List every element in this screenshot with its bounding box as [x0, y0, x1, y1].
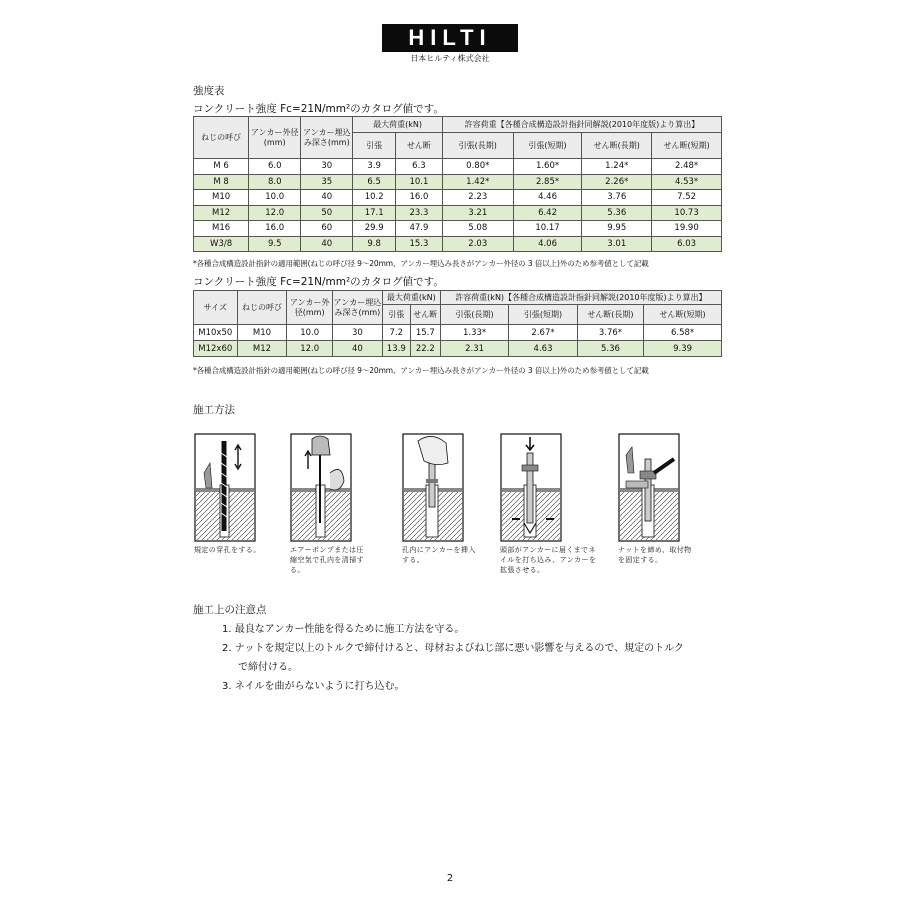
table-cell: 29.9 [353, 221, 396, 237]
th2-embed: アンカー埋込み深さ(mm) [332, 291, 382, 325]
table-cell: 30 [332, 325, 382, 341]
step-drill [194, 433, 268, 555]
table-cell: 13.9 [382, 341, 410, 357]
notes-heading: 施工上の注意点 [193, 604, 267, 616]
strength-heading: 強度表 [193, 85, 225, 97]
th2-t-long: 引張(長期) [440, 305, 508, 325]
table-cell: 2.48* [652, 159, 722, 175]
table-cell: 50 [301, 205, 353, 221]
table-cell: 6.03 [652, 236, 722, 252]
th-tension: 引張 [353, 133, 396, 159]
table-cell: W3/8 [194, 236, 249, 252]
table-cell: 3.76* [577, 325, 643, 341]
table-cell: 35 [301, 174, 353, 190]
th-s-short: せん断(短期) [652, 133, 722, 159]
table-cell: 6.3 [396, 159, 443, 175]
table-row [194, 236, 722, 252]
th2-size: サイズ [194, 291, 238, 325]
table-cell: 23.3 [396, 205, 443, 221]
table-cell: 6.42 [513, 205, 582, 221]
th2-s-short: せん断(短期) [644, 305, 722, 325]
table-cell: 6.58* [644, 325, 722, 341]
table-cell: 2.26* [582, 174, 652, 190]
th-shear: せん断 [396, 133, 443, 159]
table-cell: 10.17 [513, 221, 582, 237]
table-cell: 9.39 [644, 341, 722, 357]
table-cell: 7.52 [652, 190, 722, 206]
step-5-caption: ナットを締め、取付物を固定する。 [618, 546, 692, 564]
table-cell: M12 [237, 341, 287, 357]
table-cell: 15.7 [410, 325, 440, 341]
step-drive [500, 433, 600, 575]
th2-screw: ねじの呼び [237, 291, 287, 325]
table-row [194, 205, 722, 221]
table-cell: 6.5 [353, 174, 396, 190]
table-cell: 2.03 [442, 236, 513, 252]
note-item: 2. ナットを規定以上のトルクで締付けると、母材およびねじ部に悪い影響を与えるので、規定のトルク [222, 643, 684, 654]
table-cell: 1.33* [440, 325, 508, 341]
th2-allow: 許容荷重(kN)【各種合成構造設計指針同解説(2010年度版)より算出】 [440, 291, 721, 305]
table2-caption: コンクリート強度 Fc=21N/mm²のカタログ値です。 [193, 276, 444, 288]
table-cell: M12x60 [194, 341, 238, 357]
logo-subtitle: 日本ヒルティ株式会社 [410, 54, 490, 63]
th-allow: 許容荷重【各種合成構造設計指針同解説(2010年度版)より算出】 [442, 117, 721, 133]
table-row [194, 221, 722, 237]
table-cell: 3.9 [353, 159, 396, 175]
th2-max-load: 最大荷重(kN) [382, 291, 440, 305]
table-cell: 17.1 [353, 205, 396, 221]
drive-nail-illustration [500, 433, 562, 543]
table-cell: 4.63 [509, 341, 577, 357]
th2-t-short: 引張(短期) [509, 305, 577, 325]
note-item: で締付ける。 [238, 662, 298, 673]
table-cell: M16 [194, 221, 249, 237]
step-4-caption: 頭部がアンカーに届くまでネイルを打ち込み、アンカーを拡張させる。 [500, 546, 597, 574]
tighten-nut-illustration [618, 433, 680, 543]
th2-shear: せん断 [410, 305, 440, 325]
table-cell: 15.3 [396, 236, 443, 252]
table-cell: 3.76 [582, 190, 652, 206]
table-cell: 40 [301, 236, 353, 252]
table-cell: 9.95 [582, 221, 652, 237]
table-cell: 4.46 [513, 190, 582, 206]
step-insert [402, 433, 476, 565]
table-row [194, 159, 722, 175]
table-cell: 5.36 [582, 205, 652, 221]
table-cell: 40 [332, 341, 382, 357]
th-t-short: 引張(短期) [513, 133, 582, 159]
table-cell: 1.60* [513, 159, 582, 175]
logo-text: HILTI [408, 25, 492, 50]
note-item: 3. ネイルを曲がらないように打ち込む。 [222, 681, 405, 692]
table-cell: M10x50 [194, 325, 238, 341]
table1-note: *各種合成構造設計指針の適用範囲(ねじの呼び径 9～20mm、アンカー埋込み長さがアンカー外径の 3 倍以上)外のため参考値として記載 [193, 259, 649, 268]
table-cell: 4.06 [513, 236, 582, 252]
table-cell: 12.0 [249, 205, 301, 221]
table-cell: 60 [301, 221, 353, 237]
table-cell: 2.85* [513, 174, 582, 190]
table-cell: 5.08 [442, 221, 513, 237]
table-cell: 2.23 [442, 190, 513, 206]
table-row [194, 325, 722, 341]
install-heading: 施工方法 [193, 404, 235, 416]
table-cell: M 8 [194, 174, 249, 190]
table-cell: 16.0 [249, 221, 301, 237]
table-cell: M10 [237, 325, 287, 341]
step-3-caption: 孔内にアンカーを挿入する。 [402, 546, 476, 564]
strength-table-1 [193, 116, 722, 252]
table-cell: 3.21 [442, 205, 513, 221]
table-cell: 19.90 [652, 221, 722, 237]
th-embed: アンカー埋込み深さ(mm) [301, 117, 353, 159]
table-cell: 22.2 [410, 341, 440, 357]
th-t-long: 引張(長期) [442, 133, 513, 159]
drill-hole-illustration [194, 433, 256, 543]
th-max-load: 最大荷重(kN) [353, 117, 443, 133]
table-row [194, 190, 722, 206]
table-cell: 6.0 [249, 159, 301, 175]
table-cell: 0.80* [442, 159, 513, 175]
table-cell: 7.2 [382, 325, 410, 341]
step-clean [290, 433, 364, 575]
table-cell: 2.31 [440, 341, 508, 357]
table-cell: 16.0 [396, 190, 443, 206]
step-2-caption: エアーポンプまたは圧縮空気で孔内を清掃する。 [290, 546, 364, 574]
table-cell: 2.67* [509, 325, 577, 341]
table-cell: 9.8 [353, 236, 396, 252]
page-number: 2 [446, 873, 454, 884]
table1-caption: コンクリート強度 Fc=21N/mm²のカタログ値です。 [193, 103, 444, 115]
installation-steps [190, 433, 720, 583]
table-cell: 9.5 [249, 236, 301, 252]
table-cell: 1.42* [442, 174, 513, 190]
th-outer-dia: アンカー外径(mm) [249, 117, 301, 159]
strength-table-2 [193, 290, 722, 357]
table-row [194, 174, 722, 190]
table-cell: M12 [194, 205, 249, 221]
table-cell: 12.0 [287, 341, 333, 357]
step-tighten [618, 433, 692, 565]
table-cell: 1.24* [582, 159, 652, 175]
table-cell: 5.36 [577, 341, 643, 357]
blow-out-illustration [290, 433, 352, 543]
th2-tension: 引張 [382, 305, 410, 325]
table-cell: M 6 [194, 159, 249, 175]
step-1-caption: 規定の穿孔をする。 [194, 546, 261, 554]
table-cell: 10.0 [249, 190, 301, 206]
table-row [194, 341, 722, 357]
th2-outer-dia: アンカー外径(mm) [287, 291, 333, 325]
th-s-long: せん断(長期) [582, 133, 652, 159]
table2-note: *各種合成構造設計指針の適用範囲(ねじの呼び径 9～20mm、アンカー埋込み長さがアンカー外径の 3 倍以上)外のため参考値として記載 [193, 366, 649, 375]
insert-anchor-illustration [402, 433, 464, 543]
table-cell: 10.1 [396, 174, 443, 190]
th2-s-long: せん断(長期) [577, 305, 643, 325]
table-cell: 8.0 [249, 174, 301, 190]
table-cell: 10.2 [353, 190, 396, 206]
table-cell: 30 [301, 159, 353, 175]
note-item: 1. 最良なアンカー性能を得るために施工方法を守る。 [222, 624, 465, 635]
table-cell: M10 [194, 190, 249, 206]
table-cell: 4.53* [652, 174, 722, 190]
notes-list [222, 620, 684, 696]
hilti-logo [382, 24, 518, 52]
th-screw: ねじの呼び [194, 117, 249, 159]
table-cell: 40 [301, 190, 353, 206]
table-cell: 47.9 [396, 221, 443, 237]
table-cell: 10.0 [287, 325, 333, 341]
table-cell: 3.01 [582, 236, 652, 252]
table-cell: 10.73 [652, 205, 722, 221]
